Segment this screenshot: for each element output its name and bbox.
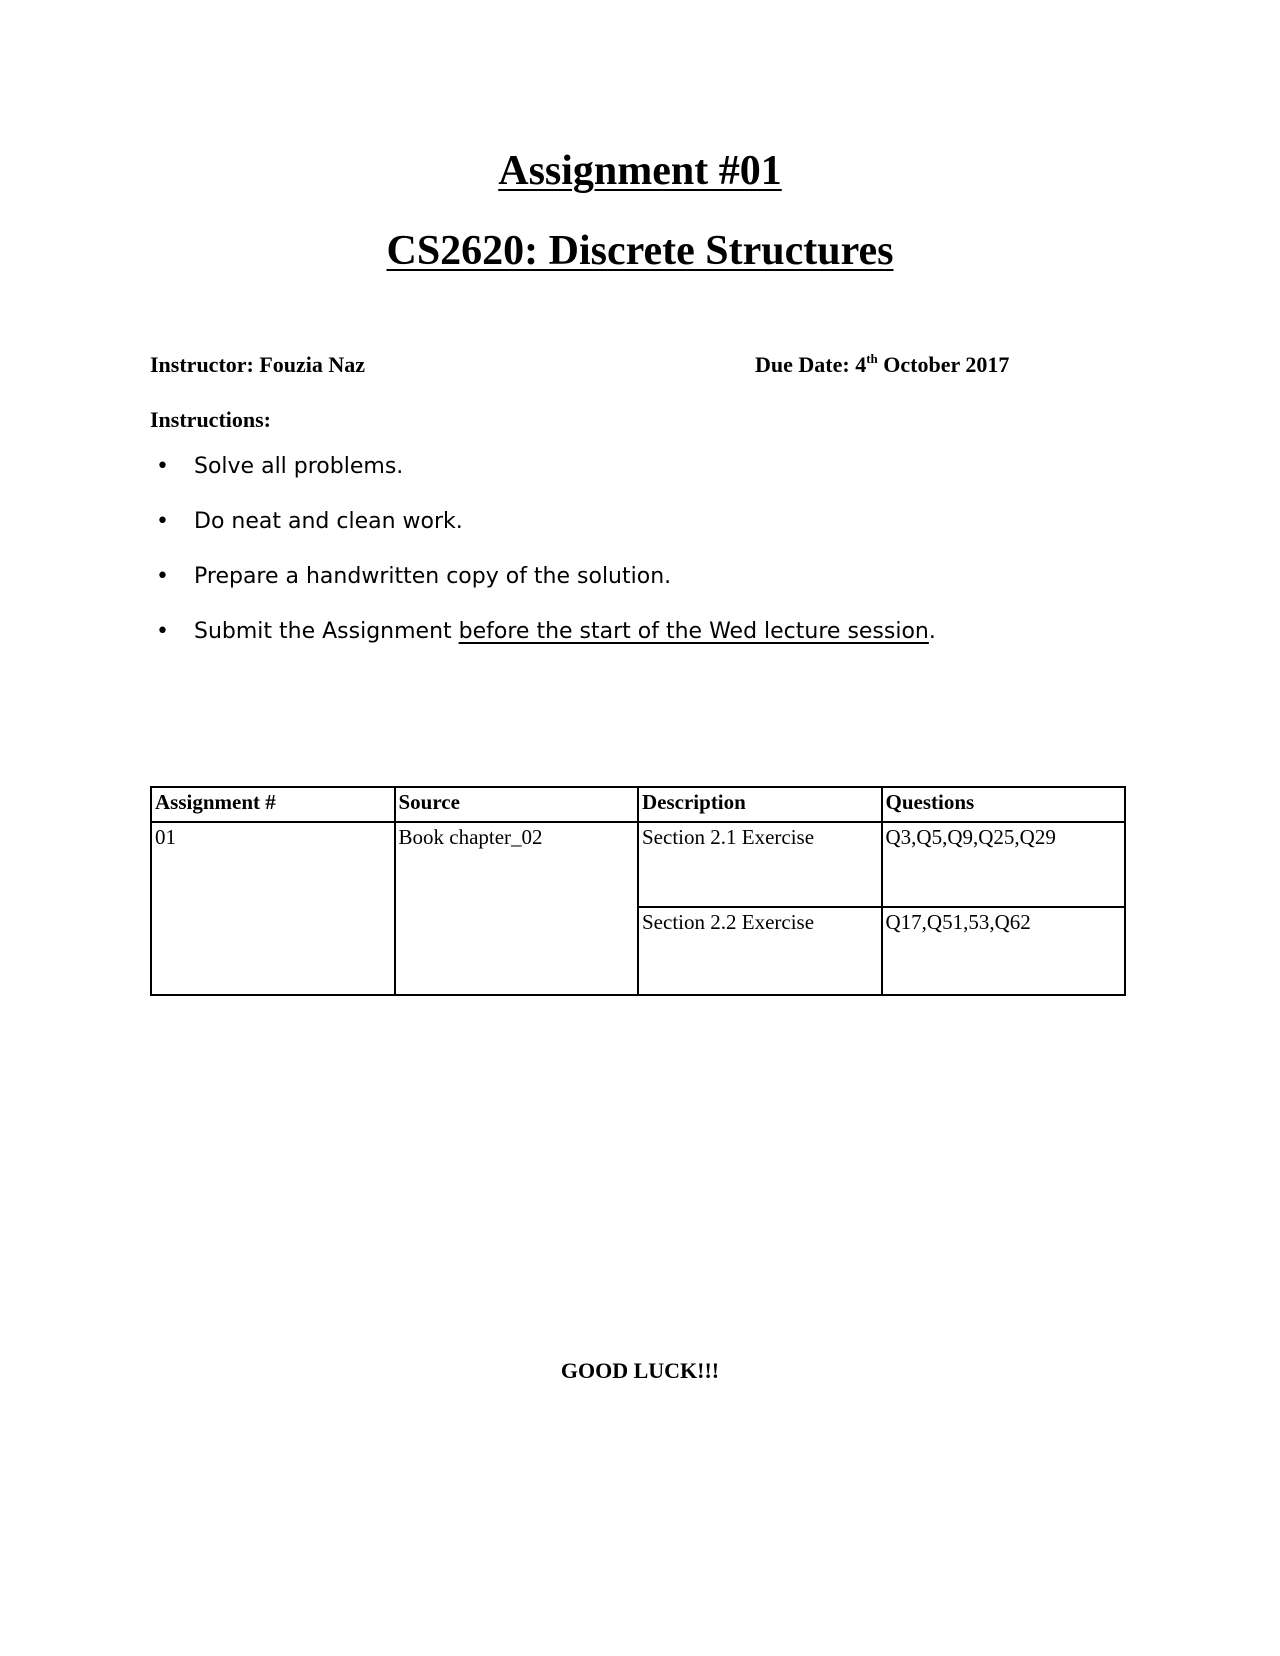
cell-questions: Q3,Q5,Q9,Q25,Q29: [882, 822, 1126, 907]
cell-description: Section 2.1 Exercise: [638, 822, 882, 907]
instruction-text-suffix: .: [928, 619, 936, 644]
assignment-table: [150, 786, 1126, 996]
course-title-text: CS2620: Discrete Structures: [386, 228, 894, 274]
table-header-row: [151, 787, 1125, 822]
bullet-icon: •: [156, 564, 169, 589]
assignment-title-text: Assignment #01: [498, 148, 782, 194]
bullet-icon: •: [156, 509, 169, 534]
table-row: [151, 822, 1125, 907]
instruction-text-underlined: before the start of the Wed lecture session: [458, 619, 929, 644]
cell-assignment-no: 01: [151, 822, 395, 995]
instructor-line: Instructor: Fouzia Naz: [150, 352, 366, 377]
instructions-heading: Instructions:: [150, 407, 272, 432]
assignment-title: [0, 150, 1280, 192]
instruction-item: [150, 456, 936, 511]
instruction-text: Do neat and clean work.: [194, 509, 463, 534]
instruction-text: Solve all problems.: [194, 454, 404, 479]
course-title: [0, 230, 1280, 272]
instructions-list: [150, 456, 936, 676]
instruction-item: [150, 621, 936, 676]
cell-source: Book chapter_02: [395, 822, 639, 995]
due-date-prefix: Due Date: 4: [755, 352, 867, 377]
closing-text: GOOD LUCK!!!: [560, 1358, 720, 1383]
bullet-icon: •: [156, 454, 169, 479]
bullet-icon: •: [156, 619, 169, 644]
instruction-text: Prepare a handwritten copy of the solution.: [194, 564, 672, 589]
instruction-item: [150, 566, 936, 621]
cell-description: Section 2.2 Exercise: [638, 907, 882, 995]
instruction-text-prefix: Submit the Assignment: [194, 619, 459, 644]
header-description: Description: [638, 787, 882, 822]
due-date-line: [755, 351, 1010, 377]
header-assignment-no: Assignment #: [151, 787, 395, 822]
header-source: Source: [395, 787, 639, 822]
cell-questions: Q17,Q51,53,Q62: [882, 907, 1126, 995]
due-date-ordinal: th: [866, 351, 878, 366]
header-questions: Questions: [882, 787, 1126, 822]
instruction-item: [150, 511, 936, 566]
due-date-suffix: October 2017: [877, 352, 1010, 377]
